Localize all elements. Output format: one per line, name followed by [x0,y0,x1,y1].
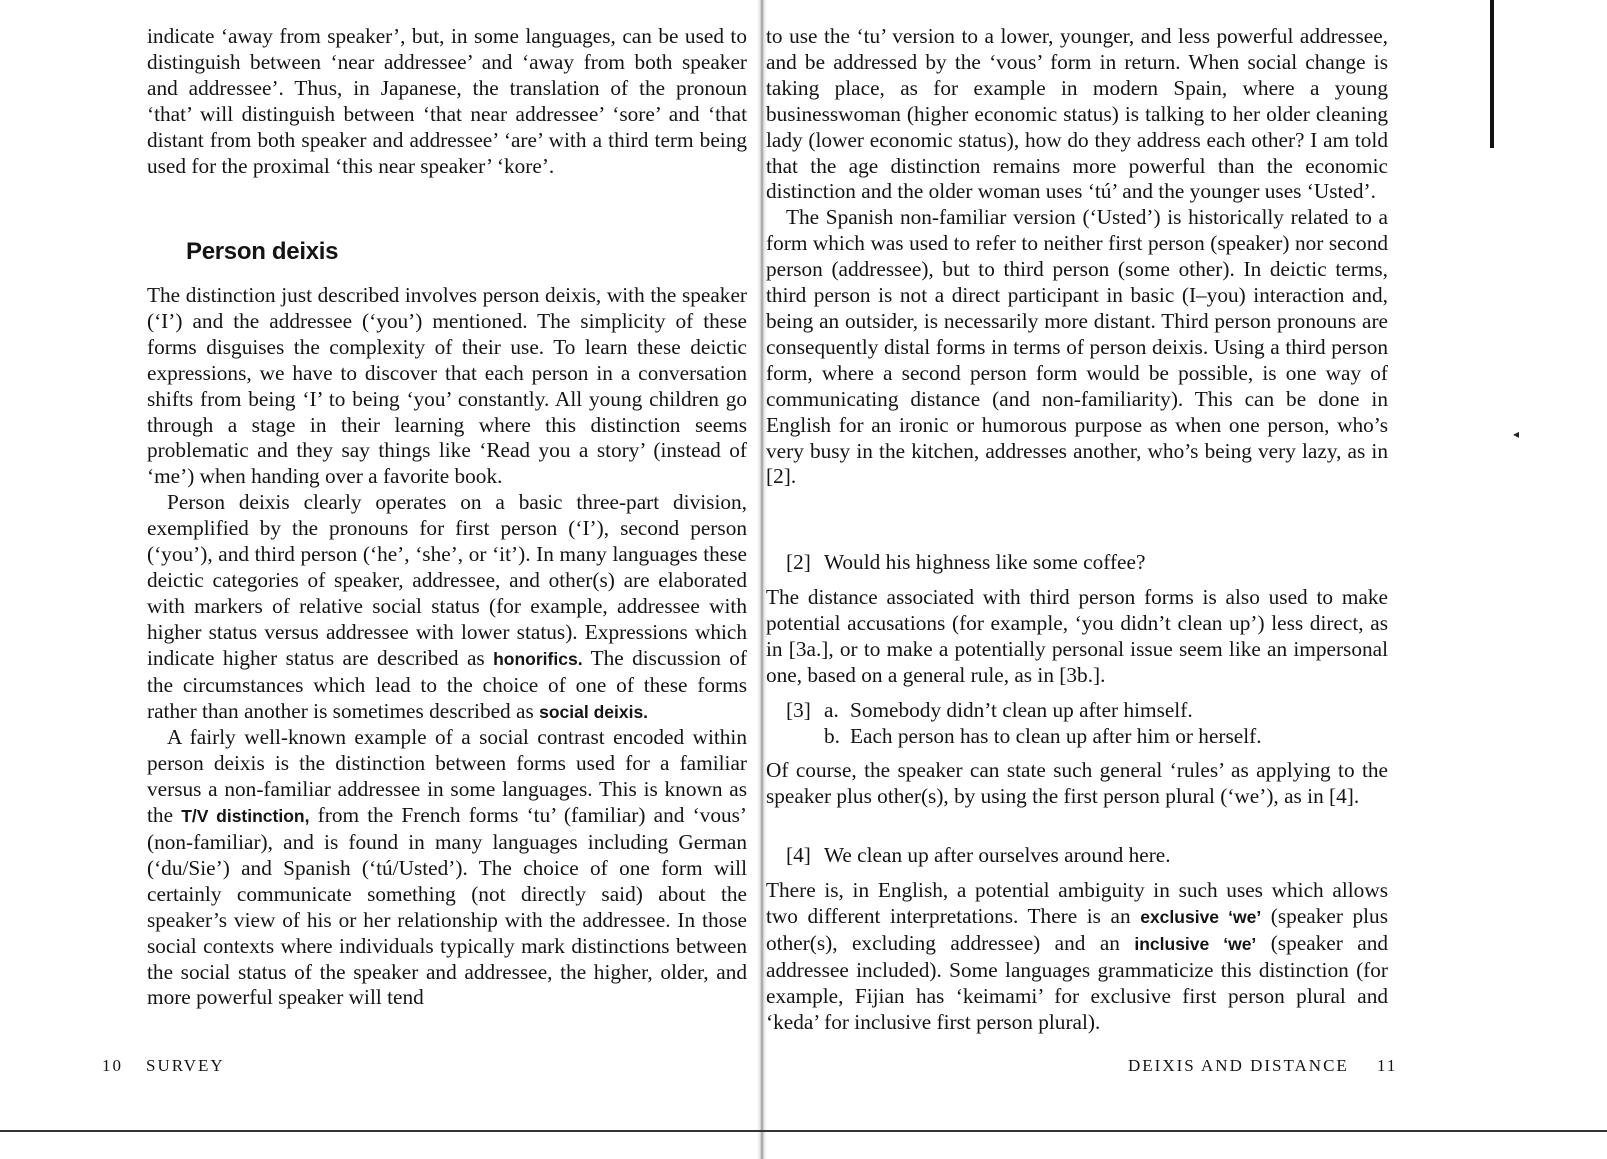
term-tv-distinction: T/V distinction, [181,806,310,827]
left-text-main [147,283,747,1011]
paragraph: There is, in English, a potential ambiguity in such uses which allows two different interpretations. There is an exclusive ‘we’ (speaker plus other(s), excluding addressee) and an inclusive ‘we’ (speaker and addressee included). Some languages grammaticize this distinction (for example, Fijian has ‘keimami’ for exclusive first person plural and ‘keda’ for inclusive first person plural). [766,878,1389,1034]
example-letter: a. [824,698,839,722]
example-text: We clean up after ourselves around here. [824,843,1171,867]
left-page [0,0,762,1159]
right-text-bottom [766,878,1388,1035]
paragraph: The distinction just described involves person deixis, with the speaker (‘I’) and the addressee (‘you’) mentioned. The simplicity of these forms disguises the complexity of their use. To learn these deictic expressions, we have to discover that each person in a conversation shifts from being ‘I’ to being ‘you’ constantly. All young children go through a stage in their learning where this distinction seems problematic and they say things like ‘Read you a story’ (instead of ‘me’) when handing over a favorite book. [147,283,747,489]
example-number: [2] [786,550,811,574]
right-text-lower [766,758,1388,810]
example-number: [4] [786,843,811,867]
example-letter: b. [824,724,840,748]
intro-paragraph: indicate ‘away from speaker’, but, in some languages, can be used to distinguish between ‘near addressee’ and ‘away from both speaker and addressee’. Thus, in Japanese, the translation of the pronoun ‘that’ will distinguish between ‘that near addressee’ ‘sore’ and ‘that distant from both speaker and addressee’ ‘are’ with a third term being used for the proximal ‘this near speaker’ ‘kore’. [147,24,747,178]
paragraph: Person deixis clearly operates on a basic three-part division, exemplified by the pronouns for first person (‘I’), second person (‘you’), and third person (‘he’, ‘she’, or ‘it’). In many languages these deictic categories of speaker, addressee, and other(s) are elaborated with markers of relative social status (for example, addressee with higher status versus addressee with lower status). Expressions which indicate higher status are described as honorifics. The discussion of the circumstances which lead to the choice of one of these forms rather than another is sometimes described as social deixis. [147,490,747,723]
page-number-left: 10 [102,1056,123,1075]
example-4 [786,843,1171,869]
paragraph: A fairly well-known example of a social contrast encoded within person deixis is the distinction between forms used for a familiar versus a non-familiar addressee in some languages. This is known as the T/V distinction, from the French forms ‘tu’ (familiar) and ‘vous’ (non-familiar), and is found in many languages including German (‘du/Sie’) and Spanish (‘tú/Usted’). The choice of one form will certainly communicate something (not directly said) about the speaker’s view of his or her relationship with the addressee. In those social contexts where individuals typically mark distinctions between the social status of the speaker and addressee, the higher, older, and more powerful speaker will tend [147,725,748,1010]
example-text: Each person has to clean up after him or herself. [850,724,1262,748]
example-2 [786,550,1145,576]
running-head-left: SURVEY [146,1056,225,1075]
paragraph: Of course, the speaker can state such general ‘rules’ as applying to the speaker plus other(s), by using the first person plural (‘we’), as in [4]. [766,758,1388,808]
term-social-deixis: social deixis. [539,701,649,722]
example-text: Would his highness like some coffee? [824,550,1146,574]
section-heading: Person deixis [186,238,339,265]
term-honorifics: honorifics. [493,648,583,669]
running-head-right: DEIXIS AND DISTANCE [1128,1056,1349,1075]
paragraph: to use the ‘tu’ version to a lower, younger, and less powerful addressee, and be addressed by the ‘vous’ form in return. When social change is taking place, as for example in modern Spain, where a young businesswoman (higher economic status) is talking to her older cleaning lady (lower economic status), how do they address each other? I am told that the age distinction remains more powerful than the economic distinction and the older woman uses ‘tú’ and the younger uses ‘Usted’. [766,24,1388,204]
example-number: [3] [786,698,811,722]
term-exclusive-we: exclusive ‘we’ [1140,906,1262,927]
example-3a [786,698,1193,724]
term-inclusive-we: inclusive ‘we’ [1134,933,1257,954]
left-text-top [147,24,747,179]
right-text-mid [766,585,1388,689]
example-text: Somebody didn’t clean up after himself. [850,698,1193,722]
paragraph: The Spanish non-familiar version (‘Usted’) is historically related to a form which was used to refer to neither first person (speaker) nor second person (addressee), but to third person (some other). In deictic terms, third person is not a direct participant in basic (I–you) interaction and, being an outsider, is necessarily more distant. Third person pronouns are consequently distal forms in terms of person deixis. Using a third person form, where a second person form would be possible, is one way of communicating distance (and non-familiarity). This can be done in English for an ironic or humorous purpose as when one person, who’s very busy in the kitchen, addresses another, who’s being very lazy, as in [2]. [766,205,1388,489]
example-3b [824,724,1262,750]
page-number-right: 11 [1377,1056,1398,1075]
stray-mark: ◂ [1513,427,1520,441]
right-text-top [766,24,1388,490]
right-page [762,0,1607,1159]
paragraph: The distance associated with third person forms is also used to make potential accusations (for example, ‘you didn’t clean up’) less direct, as in [3a.], or to make a potentially personal issue seem like an impersonal one, based on a general rule, as in [3b.]. [766,585,1388,687]
